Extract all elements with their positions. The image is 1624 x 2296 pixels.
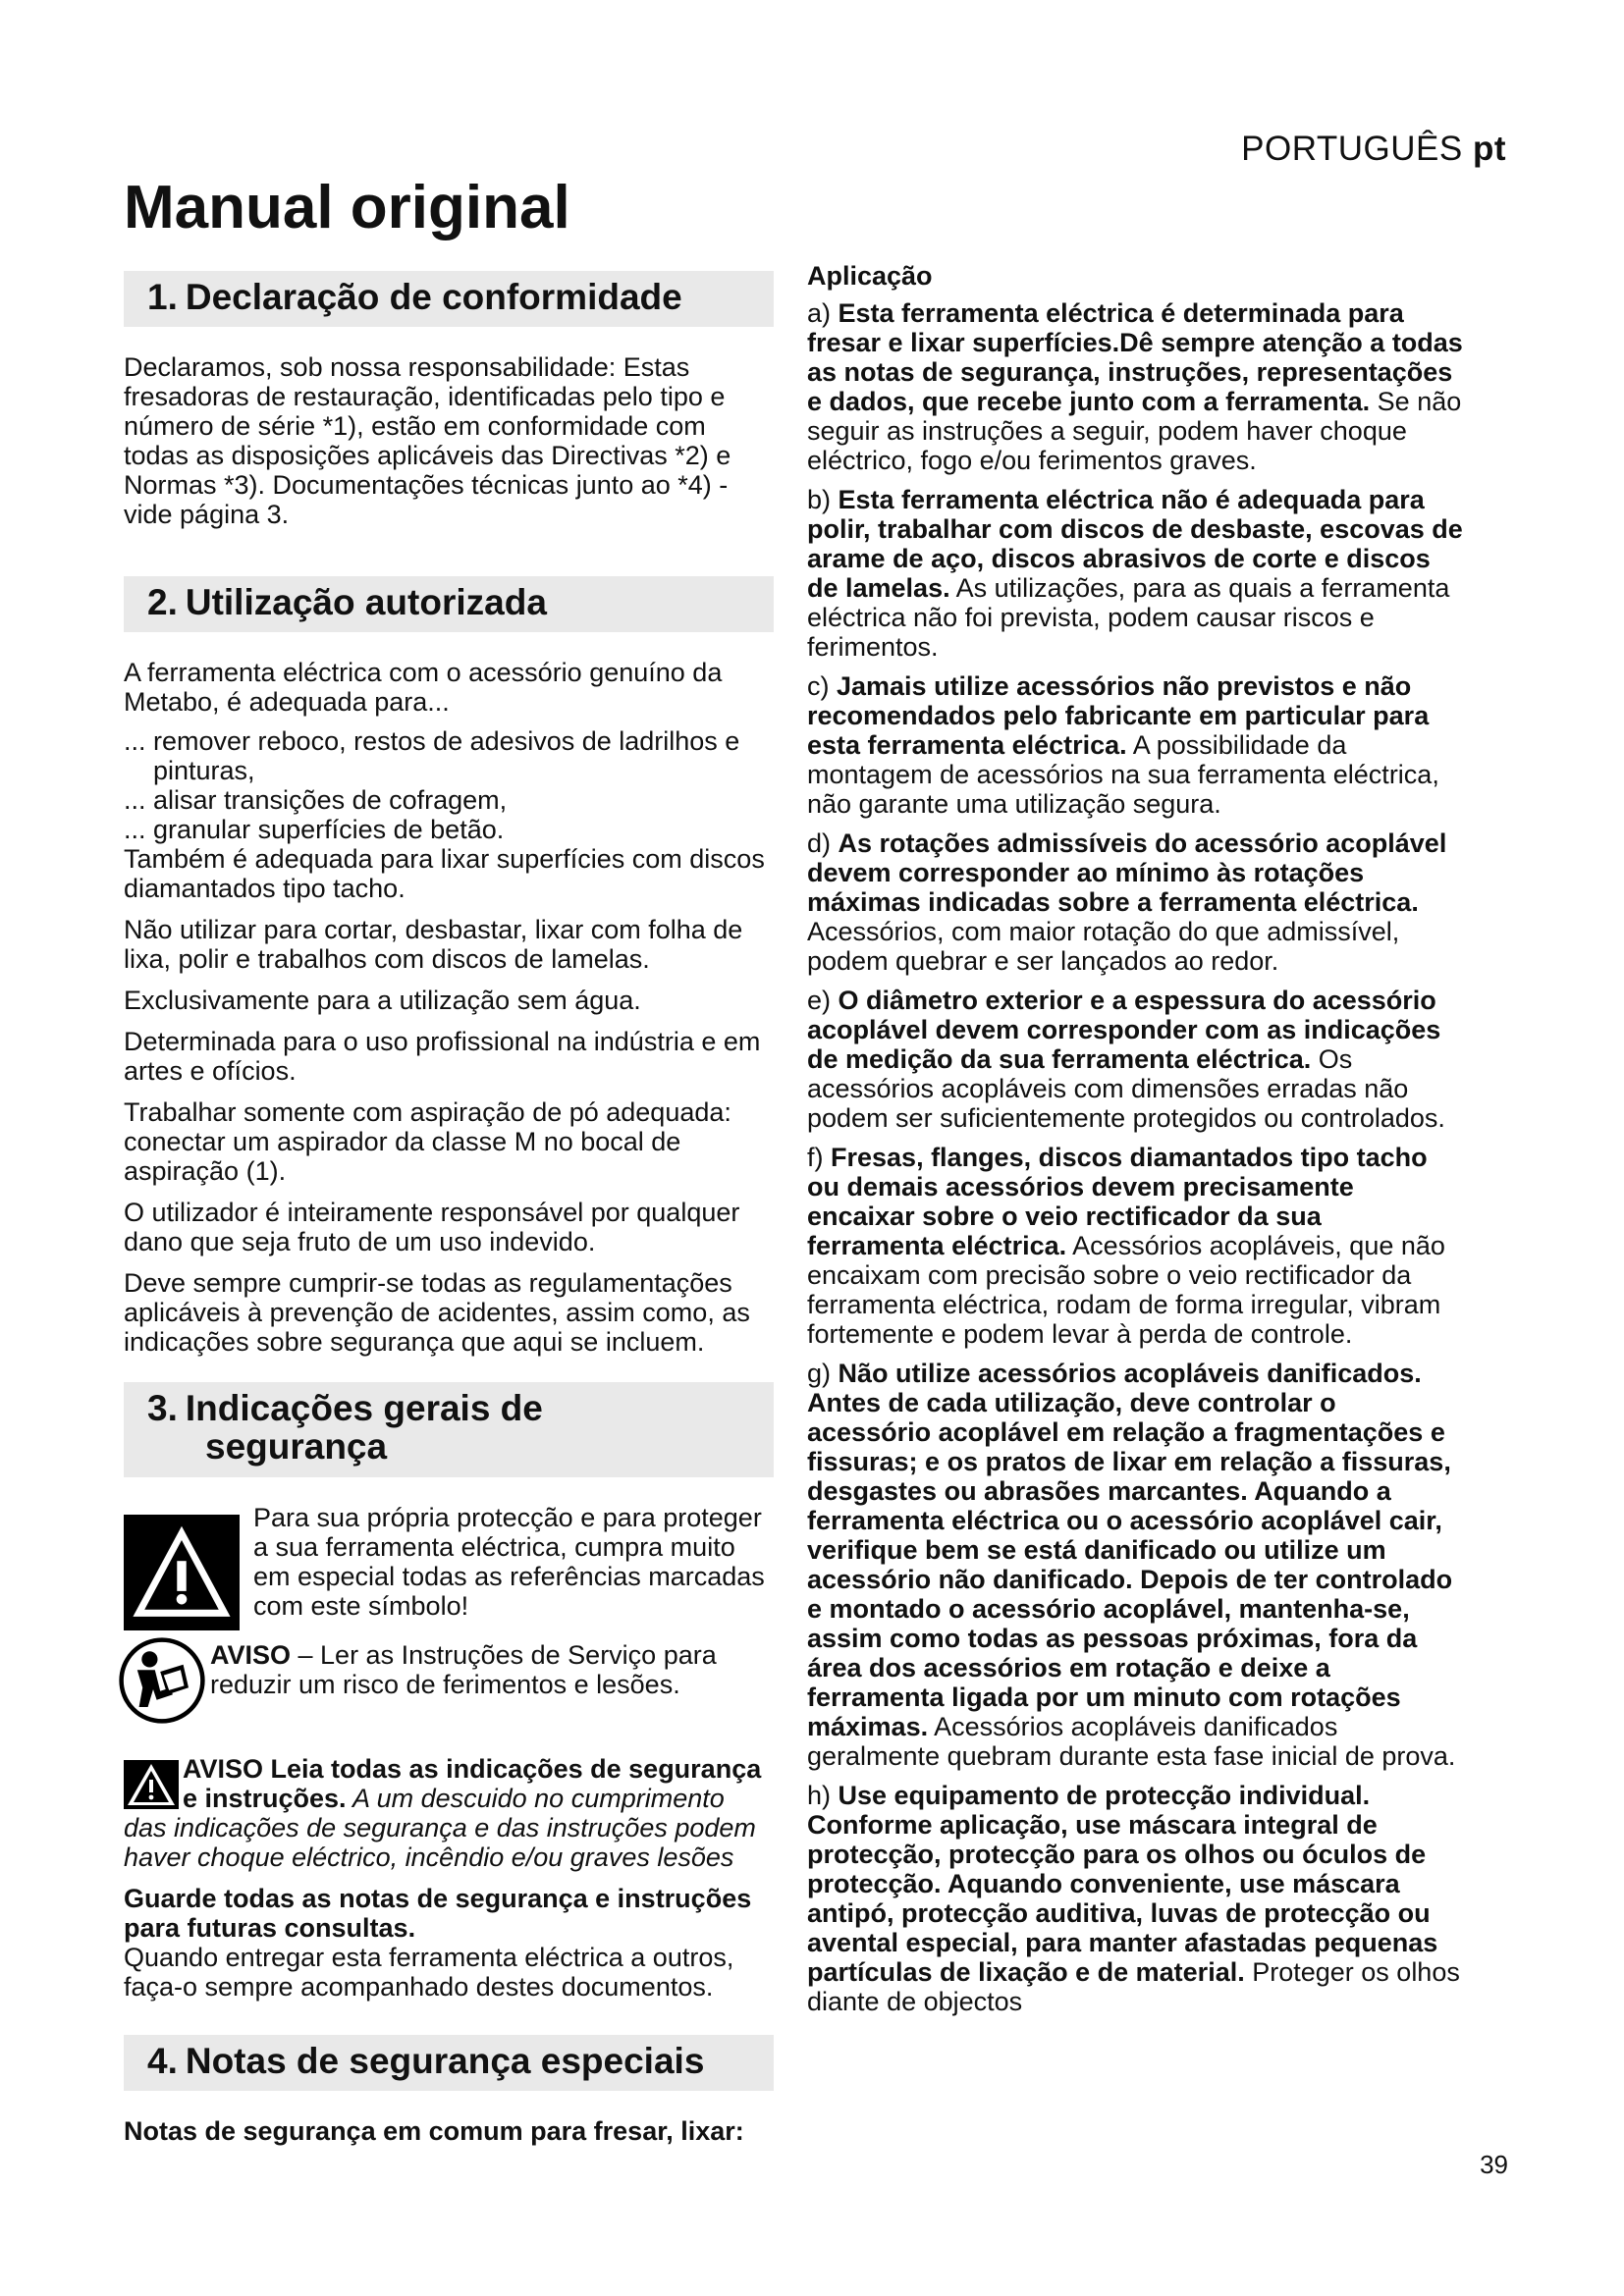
section-title-continued: segurança <box>205 1425 388 1467</box>
section-number: 1. <box>147 277 178 317</box>
section-4-heading <box>124 2035 774 2091</box>
usage-list-item: ... remover reboco, restos de adesivos de ladrilhos e pinturas, <box>124 725 740 785</box>
common-notes-heading: Notas de segurança em comum para fresar, lixar: <box>124 2116 744 2147</box>
read-manual-block <box>124 1636 774 1725</box>
section-title: Declaração de conformidade <box>185 277 682 317</box>
item-text: Os acessórios acopláveis com dimensões erradas não podem ser suficientemente protegidos ou controlados. <box>807 1044 1445 1133</box>
general-warning-block <box>124 1503 774 1630</box>
warning-triangle-icon <box>124 1760 179 1809</box>
safety-warning-block <box>124 1754 774 1872</box>
safety-item-e <box>807 986 1463 1133</box>
item-text: Se não seguir as instruções a seguir, podem haver choque eléctrico, fogo e/ou ferimentos graves. <box>807 387 1462 475</box>
item-text: Proteger os olhos diante de objectos <box>807 1957 1460 2016</box>
item-bold: O diâmetro exterior e a espessura do acessório acoplável devem corresponder com as indicações de medição da sua ferramenta eléctrica. <box>807 986 1441 1074</box>
section-1-heading <box>124 271 774 327</box>
keep-instructions-heading: Guarde todas as notas de segurança e instruções para futuras consultas. <box>124 1884 752 1944</box>
usage-list-item: ... alisar transições de cofragem, <box>124 784 508 815</box>
section-title: Utilização autorizada <box>185 581 547 622</box>
safety-item-a <box>807 298 1463 475</box>
safety-item-b <box>807 485 1463 662</box>
item-bold: Não utilize acessórios acopláveis danificados. Antes de cada utilização, deve controlar o acessório acoplável em relação a fragmentações e fissuras; e os pratos de lixar em relação a fissuras, desgastes ou abrasões marcantes. Aquando a ferramenta eléctrica ou o acessório acoplável cair, verifique bem se está danificado ou utilize um acessório não danificado. Depois de ter controlado e montado o acessório acoplável, mantenha-se, assim como todas as pessoas próximas, fora da área dos acessórios em rotação e deixe a ferramenta ligada por um minuto com rotações máximas. <box>807 1359 1453 1741</box>
safety-warning-text <box>124 1754 774 1872</box>
item-bold: Esta ferramenta eléctrica é determinada para fresar e lixar superfícies.Dê sempre atenção a todas as notas de segurança, instruções, representações e dados, que recebe junto com a ferramenta. <box>807 298 1463 416</box>
usage-paragraph: Não utilizar para cortar, desbastar, lixar com folha de lixa, polir e trabalhos com discos de lamelas. <box>124 914 743 974</box>
section-2-heading <box>124 576 774 632</box>
usage-paragraph: O utilizador é inteiramente responsável por qualquer dano que seja fruto de um uso indevido. <box>124 1197 740 1256</box>
item-bold: Esta ferramenta eléctrica não é adequada para polir, trabalhar com discos de desbaste, escovas de arame de aço, discos abrasivos de corte e discos de lamelas. <box>807 485 1463 603</box>
section-number: 3. <box>147 1387 178 1428</box>
item-label: f) <box>807 1143 831 1172</box>
item-text: Acessórios, com maior rotação do que admissível, podem quebrar e ser lançados ao redor. <box>807 917 1400 976</box>
usage-paragraph: Determinada para o uso profissional na indústria e em artes e ofícios. <box>124 1026 761 1086</box>
item-text: Acessórios acopláveis danificados geralmente quebram durante esta fase inicial de prova. <box>807 1712 1456 1771</box>
safety-item-c <box>807 671 1463 819</box>
warning-text: – Ler as Instruções de Serviço para reduzir um risco de ferimentos e lesões. <box>210 1640 717 1700</box>
language-code: pt <box>1472 130 1506 168</box>
keep-instructions-text: Quando entregar esta ferramenta eléctrica a outros, faça-o sempre acompanhado destes documentos. <box>124 1943 734 2002</box>
item-label: c) <box>807 671 837 701</box>
safety-item-f <box>807 1143 1463 1349</box>
read-manual-icon <box>118 1636 206 1725</box>
section-3-heading <box>124 1382 774 1478</box>
application-heading: Aplicação <box>807 261 933 291</box>
item-label: e) <box>807 986 839 1015</box>
item-bold: Jamais utilize acessórios não previstos e não recomendados pelo fabricante em particular para esta ferramenta eléctrica. <box>807 671 1430 760</box>
declaration-text: Declaramos, sob nossa responsabilidade: Estas fresadoras de restauração, identificadas pelo tipo e número de série *1), estão em conformidade com todas as disposições aplicáveis das Directivas *2) e Normas *3). Documentações técnicas junto ao *4) - vide página 3. <box>124 351 731 529</box>
item-label: a) <box>807 298 839 328</box>
left-column <box>124 271 774 2158</box>
right-column <box>807 261 1463 2026</box>
item-bold: Use equipamento de protecção individual. Conforme aplicação, use máscara integral de protecção, protecção para os olhos ou óculos de protecção. Aquando conveniente, use máscara antipó, protecção auditiva, luvas de protecção ou avental especial, para manter afastadas pequenas partículas de lixação e de material. <box>807 1781 1438 1987</box>
item-bold: Fresas, flanges, discos diamantados tipo tacho ou demais acessórios devem precisamente encaixar sobre o veio rectificador da sua ferramenta eléctrica. <box>807 1143 1428 1260</box>
item-label: g) <box>807 1359 839 1388</box>
warning-label: AVISO <box>210 1640 292 1671</box>
usage-paragraph: Também é adequada para lixar superfícies com discos diamantados tipo tacho. <box>124 843 765 903</box>
usage-list-item: ... granular superfícies de betão. <box>124 814 505 844</box>
item-text: A possibilidade da montagem de acessórios na sua ferramenta eléctrica, não garante uma utilização segura. <box>807 730 1439 819</box>
usage-paragraph: Exclusivamente para a utilização sem água. <box>124 985 641 1015</box>
usage-paragraph: Deve sempre cumprir-se todas as regulamentações aplicáveis à prevenção de acidentes, assim como, as indicações sobre segurança que aqui se incluem. <box>124 1267 750 1357</box>
item-bold: As rotações admissíveis do acessório acoplável devem corresponder ao mínimo às rotações máximas indicadas sobre a ferramenta eléctrica. <box>807 828 1447 917</box>
safety-warning-bold: AVISO Leia todas as indicações de segurança e instruções. <box>183 1754 762 1814</box>
item-label: d) <box>807 828 839 858</box>
section-title: Notas de segurança especiais <box>185 2041 705 2082</box>
safety-item-h <box>807 1781 1463 2016</box>
safety-warning-italic: A um descuido no cumprimento das indicações de segurança e das instruções podem haver choque eléctrico, incêndio e/ou graves lesões <box>124 1784 756 1873</box>
language-header <box>1241 130 1506 169</box>
section-number: 4. <box>147 2041 178 2082</box>
safety-item-g <box>807 1359 1463 1771</box>
language-label: PORTUGUÊS <box>1241 130 1463 168</box>
general-warning-text: Para sua própria protecção e para proteger a sua ferramenta eléctrica, cumpra muito em especial todas as referências marcadas com este símbolo! <box>253 1503 765 1622</box>
safety-item-d <box>807 828 1463 976</box>
section-title: Indicações gerais de <box>185 1387 543 1428</box>
usage-paragraph: Trabalhar somente com aspiração de pó adequada: conectar um aspirador da classe M no bocal de aspiração (1). <box>124 1096 731 1186</box>
section-number: 2. <box>147 581 178 622</box>
item-label: b) <box>807 485 839 514</box>
page-title: Manual original <box>124 174 570 241</box>
item-text: Acessórios acopláveis, que não encaixam com precisão sobre o veio rectificador da ferramenta eléctrica, rodam de forma irregular, vibram fortemente e podem levar à perda de controle. <box>807 1231 1445 1349</box>
item-text: As utilizações, para as quais a ferramenta eléctrica não foi prevista, podem causar riscos e ferimentos. <box>807 573 1450 662</box>
read-manual-text <box>210 1640 774 1699</box>
warning-triangle-icon <box>124 1515 240 1630</box>
usage-intro: A ferramenta eléctrica com o acessório genuíno da Metabo, é adequada para... <box>124 657 723 717</box>
page-number: 39 <box>1480 2150 1508 2179</box>
item-label: h) <box>807 1781 839 1810</box>
